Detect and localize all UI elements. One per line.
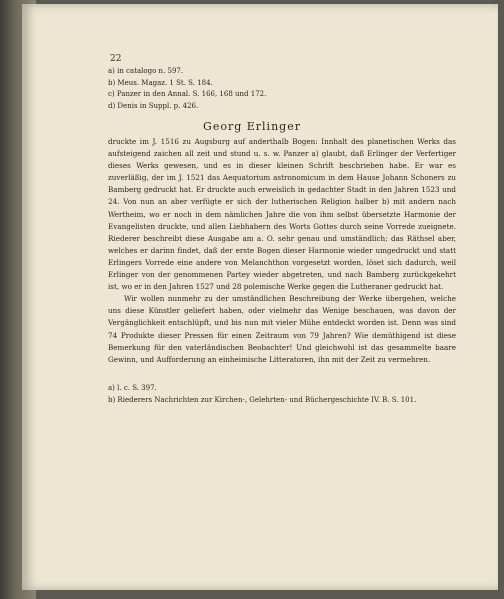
body-text [108, 136, 456, 366]
paragraph: Wir wollen nunmehr zu der umständlichen Beschreibung der Werke übergehen, welche uns diese Künstler geliefert haben, oder vielmehr das Wenige beschauen, was davon der Vergänglichkeit entschlüpft, und bis nun mit vieler Mühe entdeckt worden ist. Denn was sind 74 Produkte dieser Pressen für einen Zeitraum von 79 Jahren? Wie demüthigend ist diese Bemerkung für den vaterländischen Beobachter! Und gleichwohl ist das gesammelte baare Gewinn, und Aufforderung an einheimische Litteratoren, ihn mit der Zeit zu vermehren. [108, 294, 456, 364]
footnotes-bottom [108, 382, 448, 406]
paragraph: druckte im J. 1516 zu Augsburg auf anderthalb Bogen: Innhalt des planetischen Werks das aufsteigend zaichen all zeit und stund u. s. w. Panzer a) glaubt, daß Erlinger der Verfertiger dieses Werks gewesen, und es in dieser kleinen Schrift beschrieben habe. Er war es zuverläßig, der im J. 1521 das Aequatorium astronomicum in dem Hause Johann Schoners zu Bamberg gedruckt hat. Er druckte auch erweislich in gedachter Stadt in den Jahren 1523 und 24. Von nun an aber verfügte er sich der lutherischen Religion halber b) mit andern nach Wertheim, wo er noch in dem nämlichen Jahre die von ihm selbst übersetzte Harmonie der Evangelisten druckte, und allen Liebhabern des Worts Gottes durch seine Vorrede zueignete. Riederer beschreibt diese Ausgabe am a. O. sehr genau und umständlich; das Räthsel aber, welches er darinn findet, daß der erste Bogen dieser Harmonie wieder umgedruckt und statt Erlingers Vorrede eine andere von Melanchthon vorgesetzt worden, löset sich dadurch, weil Erlinger von der genommenen Partey wieder abgetreten, und nach Bamberg zurückgekehrt ist, wo er in den Jahren 1527 und 28 polemische Werke gegen die Lutheraner gedruckt hat. [108, 137, 456, 292]
footnote-line: b) Riederers Nachrichten zur Kirchen-, Gelehrten- und Büchergeschichte IV. B. S. 101. [108, 396, 417, 404]
footnote-line: d) Denis in Suppl. p. 426. [108, 101, 199, 110]
footnotes-top [108, 66, 448, 112]
footnote-line: a) in catalogo n. 597. [108, 67, 184, 75]
section-heading: Georg Erlinger [203, 120, 301, 133]
footnote-line: a) l. c. S. 397. [108, 384, 157, 392]
footnote-line: b) Meus. Magaz. 1 St. S. 184. [108, 78, 213, 87]
page-number: 22 [110, 54, 122, 64]
footnote-line: c) Panzer in den Annal. S. 166, 168 und 172. [108, 90, 267, 98]
